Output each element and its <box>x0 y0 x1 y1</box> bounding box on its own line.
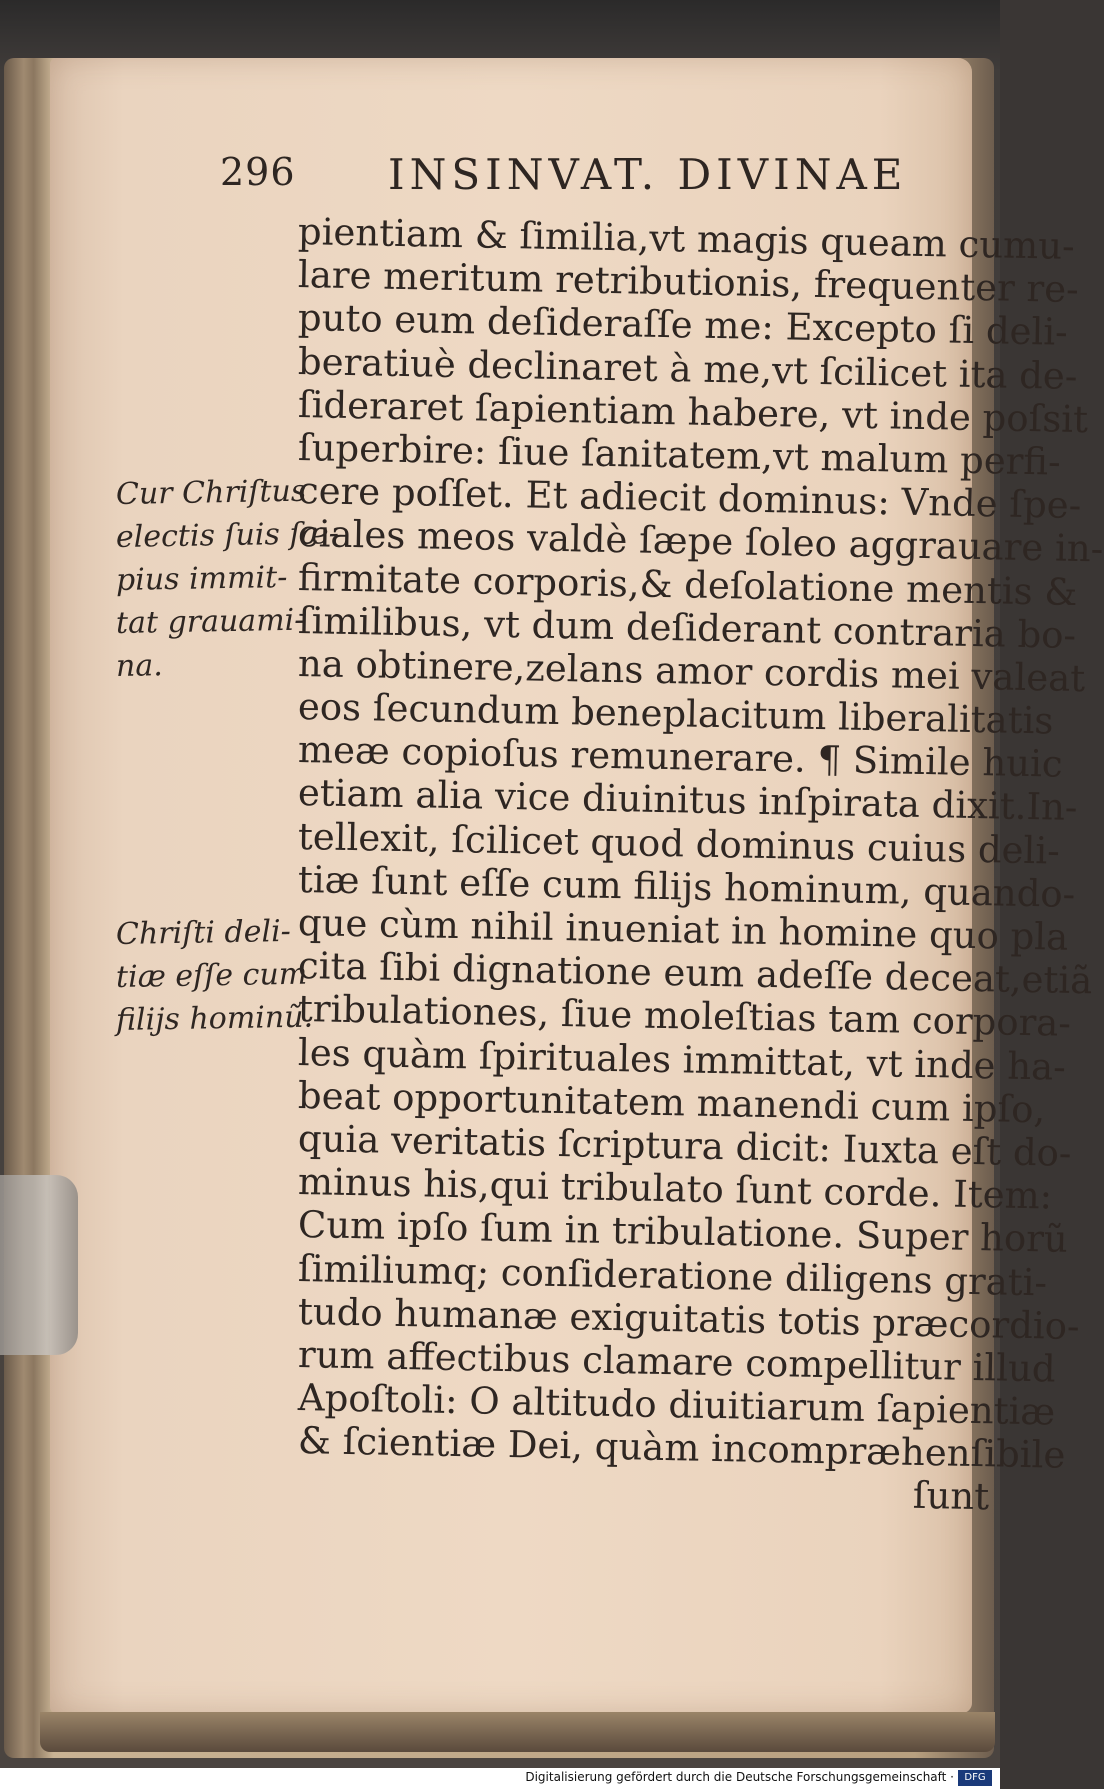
text-line: Cum ipſo ſum in tribulatione. Super horũ <box>297 1203 1069 1262</box>
margin-note-line: tiæ eſſe cum <box>115 956 308 995</box>
funding-credit: Digitalisierung gefördert durch die Deutsche Forschungsgemeinschaft · <box>525 1770 954 1784</box>
text-line: firmitate corporis,& deſolatione mentis & <box>297 555 1078 614</box>
text-line: tellexit, ſcilicet quod dominus cuius deli- <box>297 814 1061 873</box>
margin-note-line: Chriſti deli- <box>115 913 292 952</box>
margin-note-line: electis ſuis ſæ- <box>115 516 340 555</box>
text-line: puto eum deſideraſſe me: Excepto ſi deli- <box>297 296 1069 355</box>
text-line: Apoſtoli: O altitudo diuitiarum ſapientiæ <box>297 1376 1056 1434</box>
margin-note-line: pius immit- <box>115 560 288 598</box>
text-line: beratiuè declinaret à me,vt ſcilicet ita de- <box>297 339 1078 398</box>
text-line: tiæ ſunt eſſe cum filijs hominum, quando- <box>297 857 1076 916</box>
margin-note-line: na. <box>115 648 164 684</box>
page-header <box>0 150 1000 210</box>
page-number: 296 <box>220 150 296 194</box>
text-line: eos ſecundum beneplacitum liberalitatis <box>297 685 1054 743</box>
text-line: cita ſibi dignatione eum adeſſe deceat,etiã <box>297 944 1093 1003</box>
text-line: & ſcientiæ Dei, quàm incompræhenſibile <box>297 1419 1066 1477</box>
book-bottom-edge <box>40 1712 995 1752</box>
running-title: INSINVAT. DIVINAE <box>388 150 908 199</box>
margin-note-line: Cur Chriſtus <box>115 473 307 512</box>
text-line: etiam alia vice diuinitus inſpirata dixit.In- <box>297 771 1078 830</box>
margin-note-line: tat grauami- <box>115 602 305 641</box>
text-line: meæ copioſus remunerare. ¶ Simile huic <box>297 728 1064 786</box>
text-line: ſimilibus, vt dum deſiderant contraria bo- <box>297 598 1077 657</box>
text-line: que cùm nihil inueniat in homine quo pla <box>297 901 1069 959</box>
text-line: ſideraret ſapientiam habere, vt inde poſsit <box>297 382 1089 441</box>
text-line: pientiam & ſimilia,vt magis queam cumu- <box>297 210 1075 268</box>
text-line: ciales meos valdè ſæpe ſoleo aggrauare in- <box>297 512 1104 571</box>
text-line: les quàm ſpirituales immittat, vt inde ha- <box>297 1030 1067 1089</box>
text-line: ſuperbire: ſiue ſanitatem,vt malum perfi- <box>297 425 1062 484</box>
text-line: ſimiliumq; conſideratione diligens grati- <box>297 1246 1048 1304</box>
margin-note-2 <box>116 913 313 1042</box>
text-line: beat opportunitatem manendi cum ipſo, <box>297 1073 1046 1132</box>
dfg-logo-icon: DFG <box>958 1770 992 1786</box>
text-line: minus his,qui tribulato ſunt corde. Item: <box>297 1160 1053 1218</box>
text-line: rum affectibus clamare compellitur illud <box>297 1332 1057 1391</box>
text-line: lare meritum retributionis, frequenter re- <box>297 253 1080 312</box>
text-line: na obtinere,zelans amor cordis mei valeat <box>297 641 1086 700</box>
catchword: ſunt <box>912 1474 990 1519</box>
bookmark-tab <box>0 1175 78 1355</box>
digitization-footer <box>0 1768 1000 1789</box>
body-text <box>297 210 1104 1519</box>
margin-note-line: filijs hominũ. <box>115 999 314 1038</box>
text-line: cere poſſet. Et adiecit dominus: Vnde ſpe- <box>297 469 1082 528</box>
text-line: tudo humanæ exiguitatis totis præcordio- <box>297 1289 1080 1348</box>
text-line: tribulationes, ſiue moleſtias tam corpora- <box>297 987 1072 1046</box>
text-line: quia veritatis ſcriptura dicit: Iuxta eſt do- <box>297 1116 1072 1175</box>
